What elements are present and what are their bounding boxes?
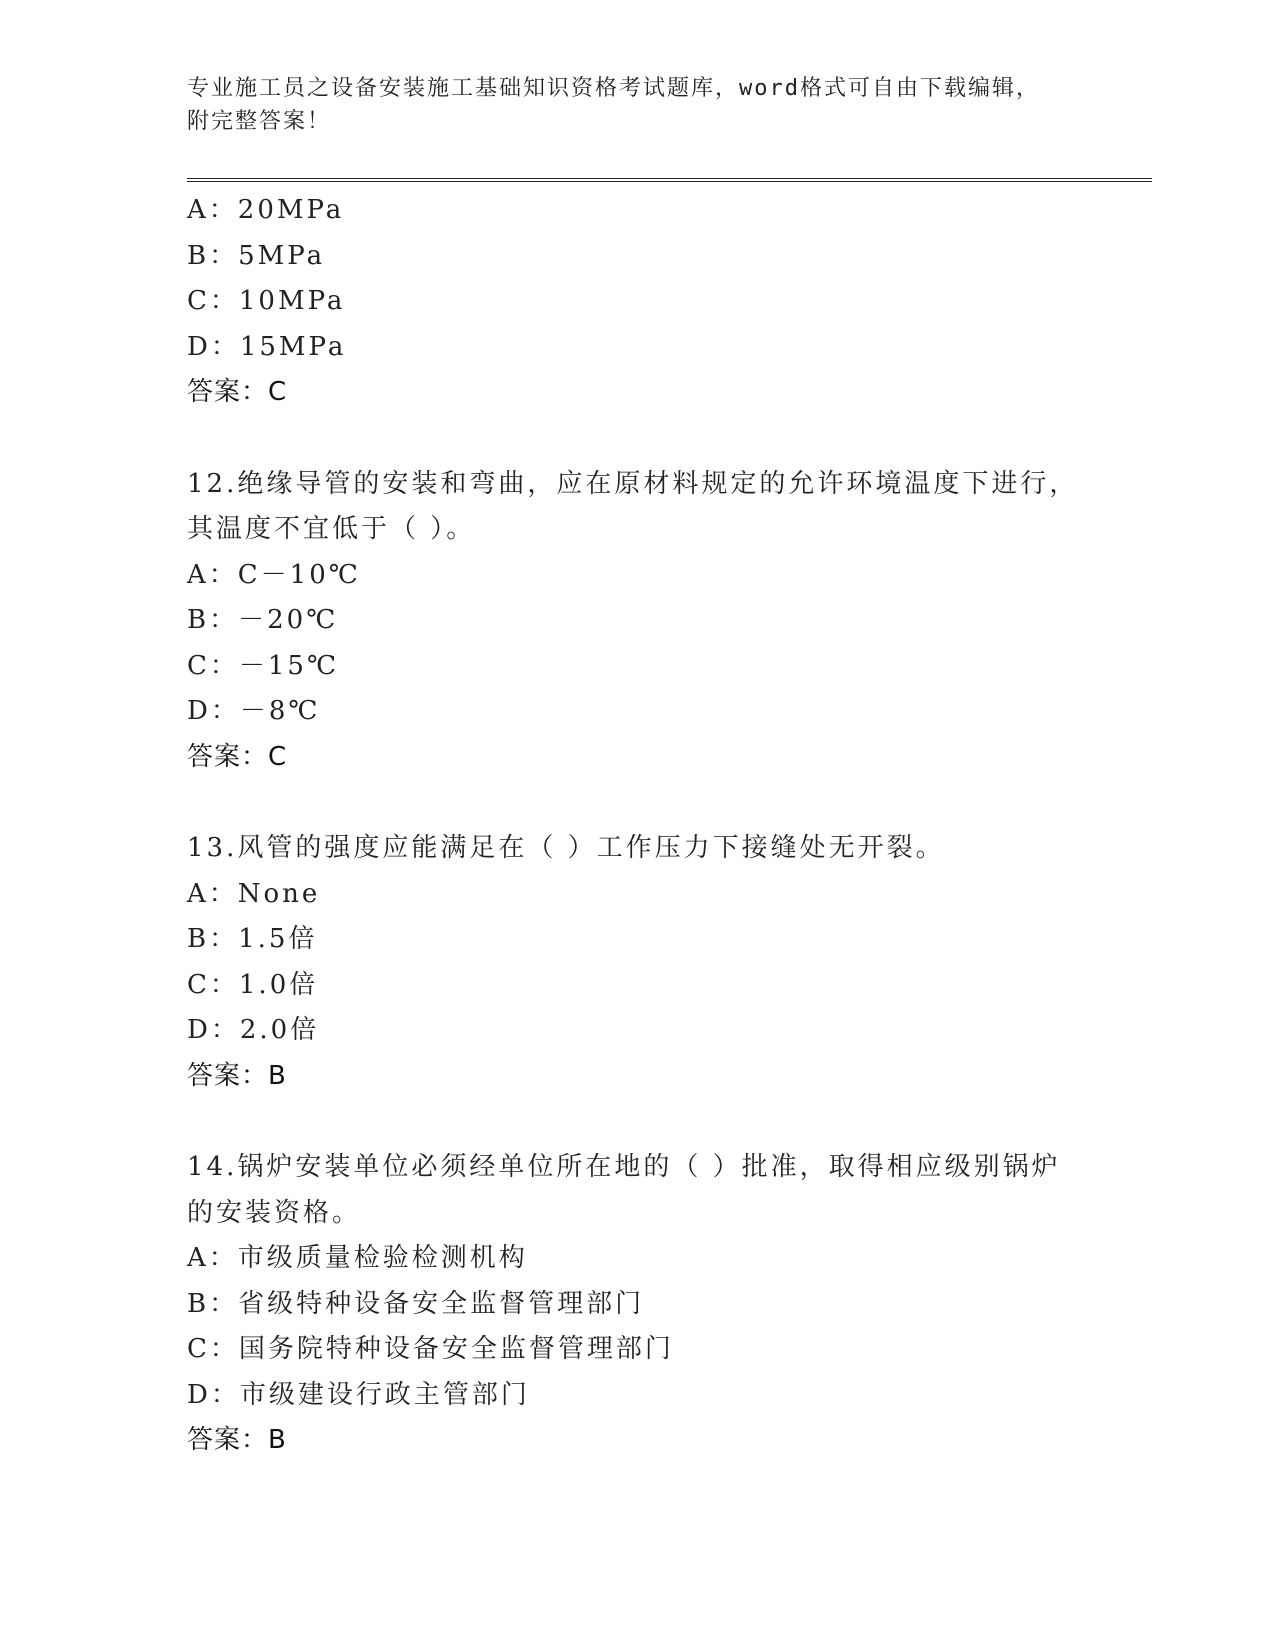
option-c: C：10MPa: [187, 286, 346, 316]
option-c: C：国务院特种设备安全监督管理部门: [187, 1334, 674, 1364]
question-14: [187, 1145, 1137, 1464]
document-header: [187, 72, 1087, 138]
question-stem: 14.锅炉安装单位必须经单位所在地的（ ）批准，取得相应级别锅炉: [187, 1152, 1061, 1182]
question-stem-cont: 的安装资格。: [187, 1197, 362, 1228]
option-b: B：省级特种设备安全监督管理部门: [187, 1288, 645, 1319]
question-stem: 12.绝缘导管的安装和弯曲，应在原材料规定的允许环境温度下进行，: [187, 468, 1079, 499]
question-stem-cont: 其温度不宜低于（ ）。: [187, 514, 476, 544]
option-b: B：－20℃: [187, 605, 339, 635]
option-a: A：C－10℃: [187, 559, 361, 590]
option-c: C：－15℃: [187, 650, 340, 681]
answer: 答案：C: [187, 377, 288, 407]
option-d: D：2.0倍: [187, 1015, 320, 1045]
option-b: B：1.5倍: [187, 924, 318, 954]
question-12: [187, 462, 1137, 781]
question-11-tail: [187, 188, 1137, 416]
option-a: A：None: [187, 878, 321, 909]
option-d: D：－8℃: [187, 696, 321, 726]
answer: 答案：C: [187, 741, 288, 772]
question-list: [187, 188, 1137, 1464]
option-d: D：15MPa: [187, 331, 347, 362]
header-line-2: 附完整答案！: [187, 109, 332, 134]
option-d: D：市级建设行政主管部门: [187, 1379, 530, 1410]
header-divider: [187, 178, 1152, 182]
option-a: A：20MPa: [187, 195, 345, 225]
option-b: B：5MPa: [187, 240, 326, 271]
question-stem: 13.风管的强度应能满足在（ ）工作压力下接缝处无开裂。: [187, 833, 945, 863]
answer: 答案：B: [187, 1060, 287, 1091]
option-c: C：1.0倍: [187, 969, 319, 1000]
question-13: [187, 826, 1137, 1099]
answer: 答案：B: [187, 1425, 287, 1455]
option-a: A：市级质量检验检测机构: [187, 1243, 528, 1273]
header-line-1: 专业施工员之设备安装施工基础知识资格考试题库，word格式可自由下载编辑，: [187, 76, 1040, 101]
